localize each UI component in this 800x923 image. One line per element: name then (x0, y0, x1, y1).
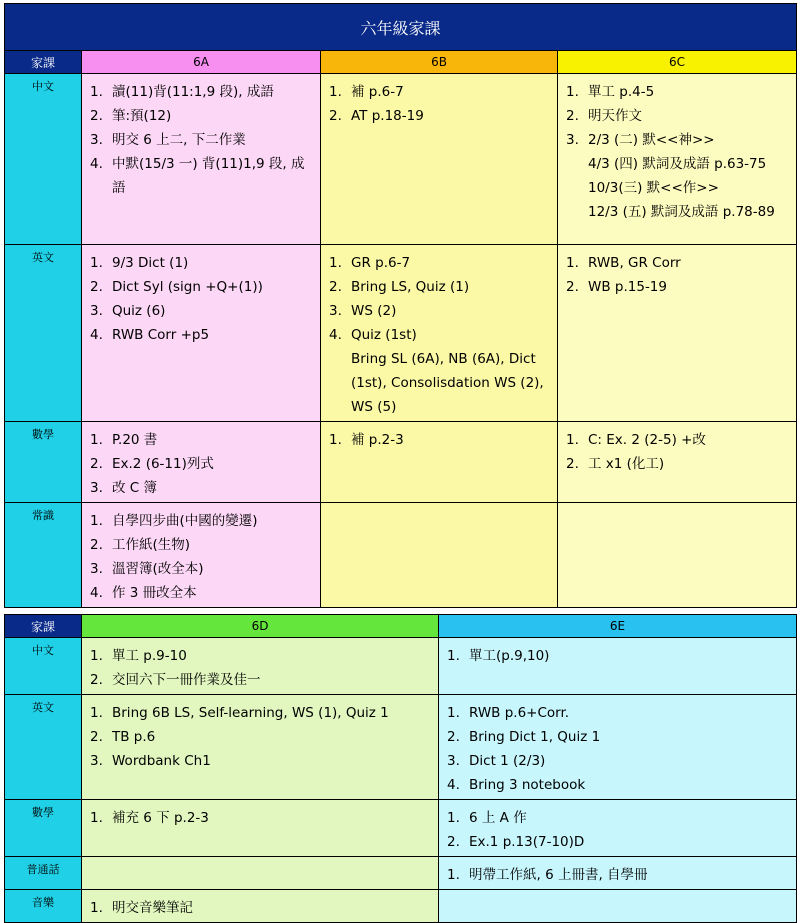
item-text: 9/3 Dict (1) (112, 255, 189, 271)
class-header-6e: 6E (439, 615, 797, 638)
homework-item (90, 104, 314, 128)
item-text: Ex.1 p.13(7-10)D (469, 834, 585, 850)
homework-item (447, 863, 790, 887)
item-text: 單工 p.4-5 (588, 84, 655, 100)
homework-item (447, 806, 790, 830)
item-number: 1. (447, 705, 460, 721)
item-number: 2. (329, 279, 342, 295)
subject-row-chinese (5, 74, 797, 245)
homework-item (566, 251, 790, 275)
homework-cell (82, 800, 439, 857)
homework-cell (439, 638, 797, 695)
item-text: 6 上 A 作 (469, 810, 527, 826)
item-text: 單工(p.9,10) (469, 648, 550, 664)
homework-cell (82, 422, 321, 503)
item-text: 作 3 冊改全本 (112, 585, 197, 601)
item-text: Dict 1 (2/3) (469, 753, 546, 769)
item-text: Bring Dict 1, Quiz 1 (469, 729, 601, 745)
item-text: RWB p.6+Corr. (469, 705, 570, 721)
homework-cell (558, 74, 797, 245)
item-number: 2. (329, 108, 342, 124)
homework-item (329, 323, 551, 419)
item-number: 1. (566, 84, 579, 100)
item-text: 工 x1 (化工) (588, 456, 665, 472)
subject-row-english (5, 695, 797, 800)
item-text: TB p.6 (112, 729, 156, 745)
homework-item (566, 275, 790, 299)
item-number: 2. (447, 834, 460, 850)
item-number: 1. (90, 84, 103, 100)
item-number: 1. (90, 900, 103, 916)
item-number: 3. (566, 132, 579, 148)
homework-item (566, 428, 790, 452)
page-title: 六年級家課 (5, 4, 797, 51)
item-text: Bring 6B LS, Self-learning, WS (1), Quiz 1 (112, 705, 389, 721)
corner-label: 家課 (5, 615, 82, 638)
homework-item (447, 830, 790, 854)
item-text: Quiz (1st) Bring SL (6A), NB (6A), Dict (1st), Consolisdation WS (2), WS (5) (351, 327, 544, 415)
homework-item (566, 128, 790, 224)
item-number: 1. (329, 84, 342, 100)
item-number: 3. (447, 753, 460, 769)
item-number: 2. (90, 537, 103, 553)
item-number: 3. (329, 303, 342, 319)
item-number: 1. (90, 432, 103, 448)
item-text: Wordbank Ch1 (112, 753, 211, 769)
item-number: 1. (329, 255, 342, 271)
item-number: 2. (566, 456, 579, 472)
homework-cell (82, 638, 439, 695)
item-number: 1. (90, 705, 103, 721)
homework-cell (321, 503, 558, 608)
homework-item (90, 275, 314, 299)
homework-cell (439, 800, 797, 857)
item-text: Bring LS, Quiz (1) (351, 279, 470, 295)
subject-label: 中文 (5, 74, 82, 245)
homework-item (329, 80, 551, 104)
item-text: 補 p.6-7 (351, 84, 404, 100)
homework-cell (82, 857, 439, 890)
subject-label: 英文 (5, 695, 82, 800)
homework-item (90, 749, 432, 773)
subject-label: 常識 (5, 503, 82, 608)
item-text: 筆:預(12) (112, 108, 172, 124)
homework-cell (439, 857, 797, 890)
item-number: 4. (90, 156, 103, 172)
subject-row-music (5, 890, 797, 923)
item-text: AT p.18-19 (351, 108, 424, 124)
subject-label: 中文 (5, 638, 82, 695)
item-number: 2. (90, 456, 103, 472)
item-number: 4. (90, 327, 103, 343)
subject-row-math (5, 422, 797, 503)
item-number: 1. (566, 255, 579, 271)
homework-cell (82, 890, 439, 923)
homework-item (329, 428, 551, 452)
item-number: 2. (566, 279, 579, 295)
homework-cell (439, 890, 797, 923)
class-header-6a: 6A (82, 51, 321, 74)
homework-item (90, 323, 314, 347)
class-header-6d: 6D (82, 615, 439, 638)
homework-item (447, 701, 790, 725)
homework-item (447, 725, 790, 749)
homework-item (90, 668, 432, 692)
item-text: WB p.15-19 (588, 279, 667, 295)
homework-item (447, 644, 790, 668)
homework-item (90, 80, 314, 104)
homework-item (90, 644, 432, 668)
homework-item (90, 452, 314, 476)
item-number: 1. (90, 810, 103, 826)
homework-item (329, 275, 551, 299)
homework-item (566, 104, 790, 128)
item-text: P.20 書 (112, 432, 158, 448)
homework-cell (321, 74, 558, 245)
item-number: 1. (329, 432, 342, 448)
subject-row-english (5, 245, 797, 422)
subject-row-chinese (5, 638, 797, 695)
item-text: 中默(15/3 一) 背(11)1,9 段, 成語 (112, 156, 305, 196)
item-text: 明天作文 (588, 108, 642, 124)
item-text: WS (2) (351, 303, 397, 319)
homework-table-6abc (4, 3, 797, 608)
item-number: 4. (329, 327, 342, 343)
item-number: 3. (90, 480, 103, 496)
homework-item (90, 128, 314, 152)
homework-cell (558, 422, 797, 503)
item-number: 2. (566, 108, 579, 124)
item-number: 1. (90, 648, 103, 664)
item-number: 3. (90, 132, 103, 148)
item-number: 1. (90, 513, 103, 529)
subject-label: 音樂 (5, 890, 82, 923)
item-text: GR p.6-7 (351, 255, 411, 271)
homework-cell (82, 74, 321, 245)
subject-label: 數學 (5, 422, 82, 503)
homework-item (329, 104, 551, 128)
subject-row-math (5, 800, 797, 857)
homework-cell (558, 503, 797, 608)
class-header-6b: 6B (321, 51, 558, 74)
item-number: 2. (90, 108, 103, 124)
homework-cell (321, 422, 558, 503)
item-text: 單工 p.9-10 (112, 648, 187, 664)
item-text: 2/3 (二) 默<<神>> 4/3 (四) 默詞及成語 p.63-75 10/3(三) 默<<作>> 12/3 (五) 默詞及成語 p.78-89 (588, 132, 775, 220)
item-text: 明交音樂筆記 (112, 900, 193, 916)
item-number: 3. (90, 561, 103, 577)
item-text: 明交 6 上二, 下二作業 (112, 132, 246, 148)
homework-table-6de (4, 614, 797, 923)
item-number: 1. (447, 648, 460, 664)
item-text: 溫習簿(改全本) (112, 561, 204, 577)
item-text: Quiz (6) (112, 303, 166, 319)
homework-item (90, 725, 432, 749)
item-text: Dict Syl (sign +Q+(1)) (112, 279, 263, 295)
homework-cell (82, 695, 439, 800)
item-number: 4. (447, 777, 460, 793)
homework-item (90, 806, 432, 830)
item-number: 1. (90, 255, 103, 271)
item-number: 2. (90, 672, 103, 688)
homework-item (90, 509, 314, 533)
homework-item (447, 749, 790, 773)
item-text: Ex.2 (6-11)列式 (112, 456, 214, 472)
subject-row-putonghua (5, 857, 797, 890)
item-number: 1. (566, 432, 579, 448)
homework-cell (321, 245, 558, 422)
item-text: 自學四步曲(中國的變遷) (112, 513, 258, 529)
subject-label: 英文 (5, 245, 82, 422)
item-number: 4. (90, 585, 103, 601)
homework-item (566, 452, 790, 476)
homework-cell (558, 245, 797, 422)
homework-item (447, 773, 790, 797)
homework-item (90, 251, 314, 275)
item-text: Bring 3 notebook (469, 777, 586, 793)
homework-item (90, 152, 314, 200)
subject-label: 普通話 (5, 857, 82, 890)
item-number: 2. (90, 729, 103, 745)
item-number: 3. (90, 303, 103, 319)
homework-item (329, 251, 551, 275)
homework-item (90, 299, 314, 323)
homework-item (90, 896, 432, 920)
item-number: 1. (447, 867, 460, 883)
subject-label: 數學 (5, 800, 82, 857)
item-text: 讀(11)背(11:1,9 段), 成語 (112, 84, 274, 100)
item-text: 補 p.2-3 (351, 432, 404, 448)
item-text: 補充 6 下 p.2-3 (112, 810, 209, 826)
homework-item (90, 701, 432, 725)
item-number: 1. (447, 810, 460, 826)
item-text: 工作紙(生物) (112, 537, 191, 553)
item-number: 2. (90, 279, 103, 295)
corner-label: 家課 (5, 51, 82, 74)
homework-item (90, 581, 314, 605)
class-header-6c: 6C (558, 51, 797, 74)
item-number: 3. (90, 753, 103, 769)
homework-item (90, 428, 314, 452)
homework-item (329, 299, 551, 323)
homework-item (90, 557, 314, 581)
item-number: 2. (447, 729, 460, 745)
item-text: RWB, GR Corr (588, 255, 681, 271)
homework-item (90, 476, 314, 500)
homework-item (90, 533, 314, 557)
item-text: C: Ex. 2 (2-5) +改 (588, 432, 706, 448)
item-text: RWB Corr +p5 (112, 327, 210, 343)
item-text: 交回六下一冊作業及佳一 (112, 672, 261, 688)
homework-cell (82, 245, 321, 422)
homework-cell (82, 503, 321, 608)
homework-cell (439, 695, 797, 800)
item-text: 改 C 簿 (112, 480, 158, 496)
homework-item (566, 80, 790, 104)
subject-row-general-studies (5, 503, 797, 608)
item-text: 明帶工作紙, 6 上冊書, 自學冊 (469, 867, 648, 883)
